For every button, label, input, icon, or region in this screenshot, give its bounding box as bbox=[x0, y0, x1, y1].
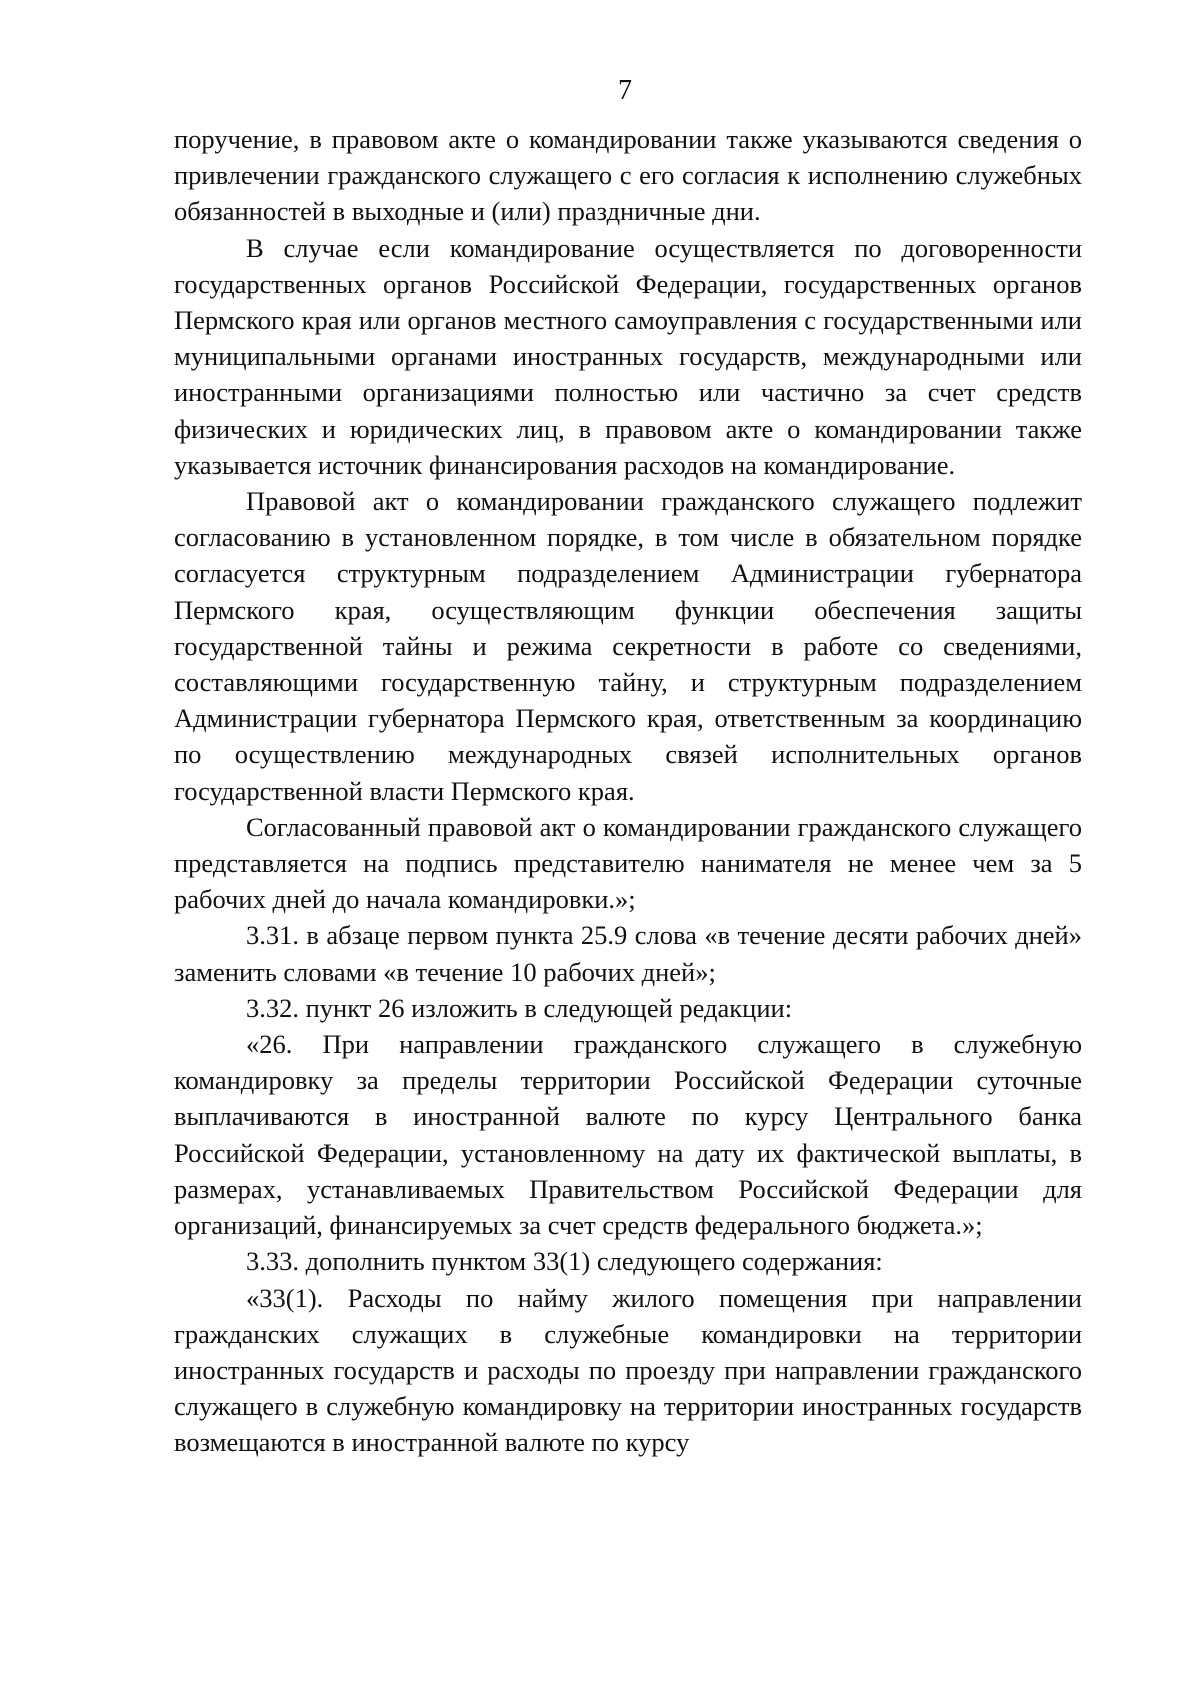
paragraph: 3.33. дополнить пунктом 33(1) следующего содержания: bbox=[246, 1246, 883, 1277]
page-number: 7 bbox=[618, 75, 632, 106]
paragraph: Согласованный правовой акт о командировании гражданского служащего представляется на подпись представителю нанимателя не менее чем за 5 рабочих дней до начала командировки.»; bbox=[174, 811, 1082, 915]
paragraph: 3.31. в абзаце первом пункта 25.9 слова «в течение десяти рабочих дней» заменить словами «в течение 10 рабочих дней»; bbox=[174, 920, 1082, 987]
paragraph: «26. При направлении гражданского служащего в служебную командировку за пределы территории Российской Федерации суточные выплачиваются в иностранной валюте по курсу Центрального банка Российской Федерации, установленному на дату их фактической выплаты, в размерах, устанавливаемых Правительством Российской Федерации для организаций, финансируемых за счет средств федерального бюджета.»; bbox=[174, 1029, 1082, 1241]
paragraph: поручение, в правовом акте о командировании также указываются сведения о привлечении гражданского служащего с его согласия к исполнению служебных обязанностей в выходные и (или) праздничные дни. bbox=[174, 124, 1082, 227]
paragraph: В случае если командирование осуществляется по договоренности государственных органов Российской Федерации, государственных органов Пермского края или органов местного самоуправления с государственными или муниципальными органами иностранных государств, международными или иностранными организациями полностью или частично за счет средств физических и юридических лиц, в правовом акте о командировании также указывается источник финансирования расходов на командирование. bbox=[174, 232, 1082, 480]
document-body bbox=[174, 121, 1082, 1461]
paragraph: 3.32. пункт 26 изложить в следующей редакции: bbox=[246, 992, 793, 1023]
paragraph: Правовой акт о командировании гражданского служащего подлежит согласованию в установленном порядке, в том числе в обязательном порядке согласуется структурным подразделением Администрации губернатора Пермского края, осуществляющим функции обеспечения защиты государственной тайны и режима секретности в работе со сведениями, составляющими государственную тайну, и структурным подразделением Администрации губернатора Пермского края, ответственным за координацию по осуществлению международных связей исполнительных органов государственной власти Пермского края. bbox=[174, 486, 1082, 806]
paragraph: «33(1). Расходы по найму жилого помещения при направлении гражданских служащих в служебные командировки на территории иностранных государств и расходы по проезду при направлении гражданского служащего в служебную командировку на территории иностранных государств возмещаются в иностранной валюте по курсу bbox=[174, 1282, 1082, 1458]
